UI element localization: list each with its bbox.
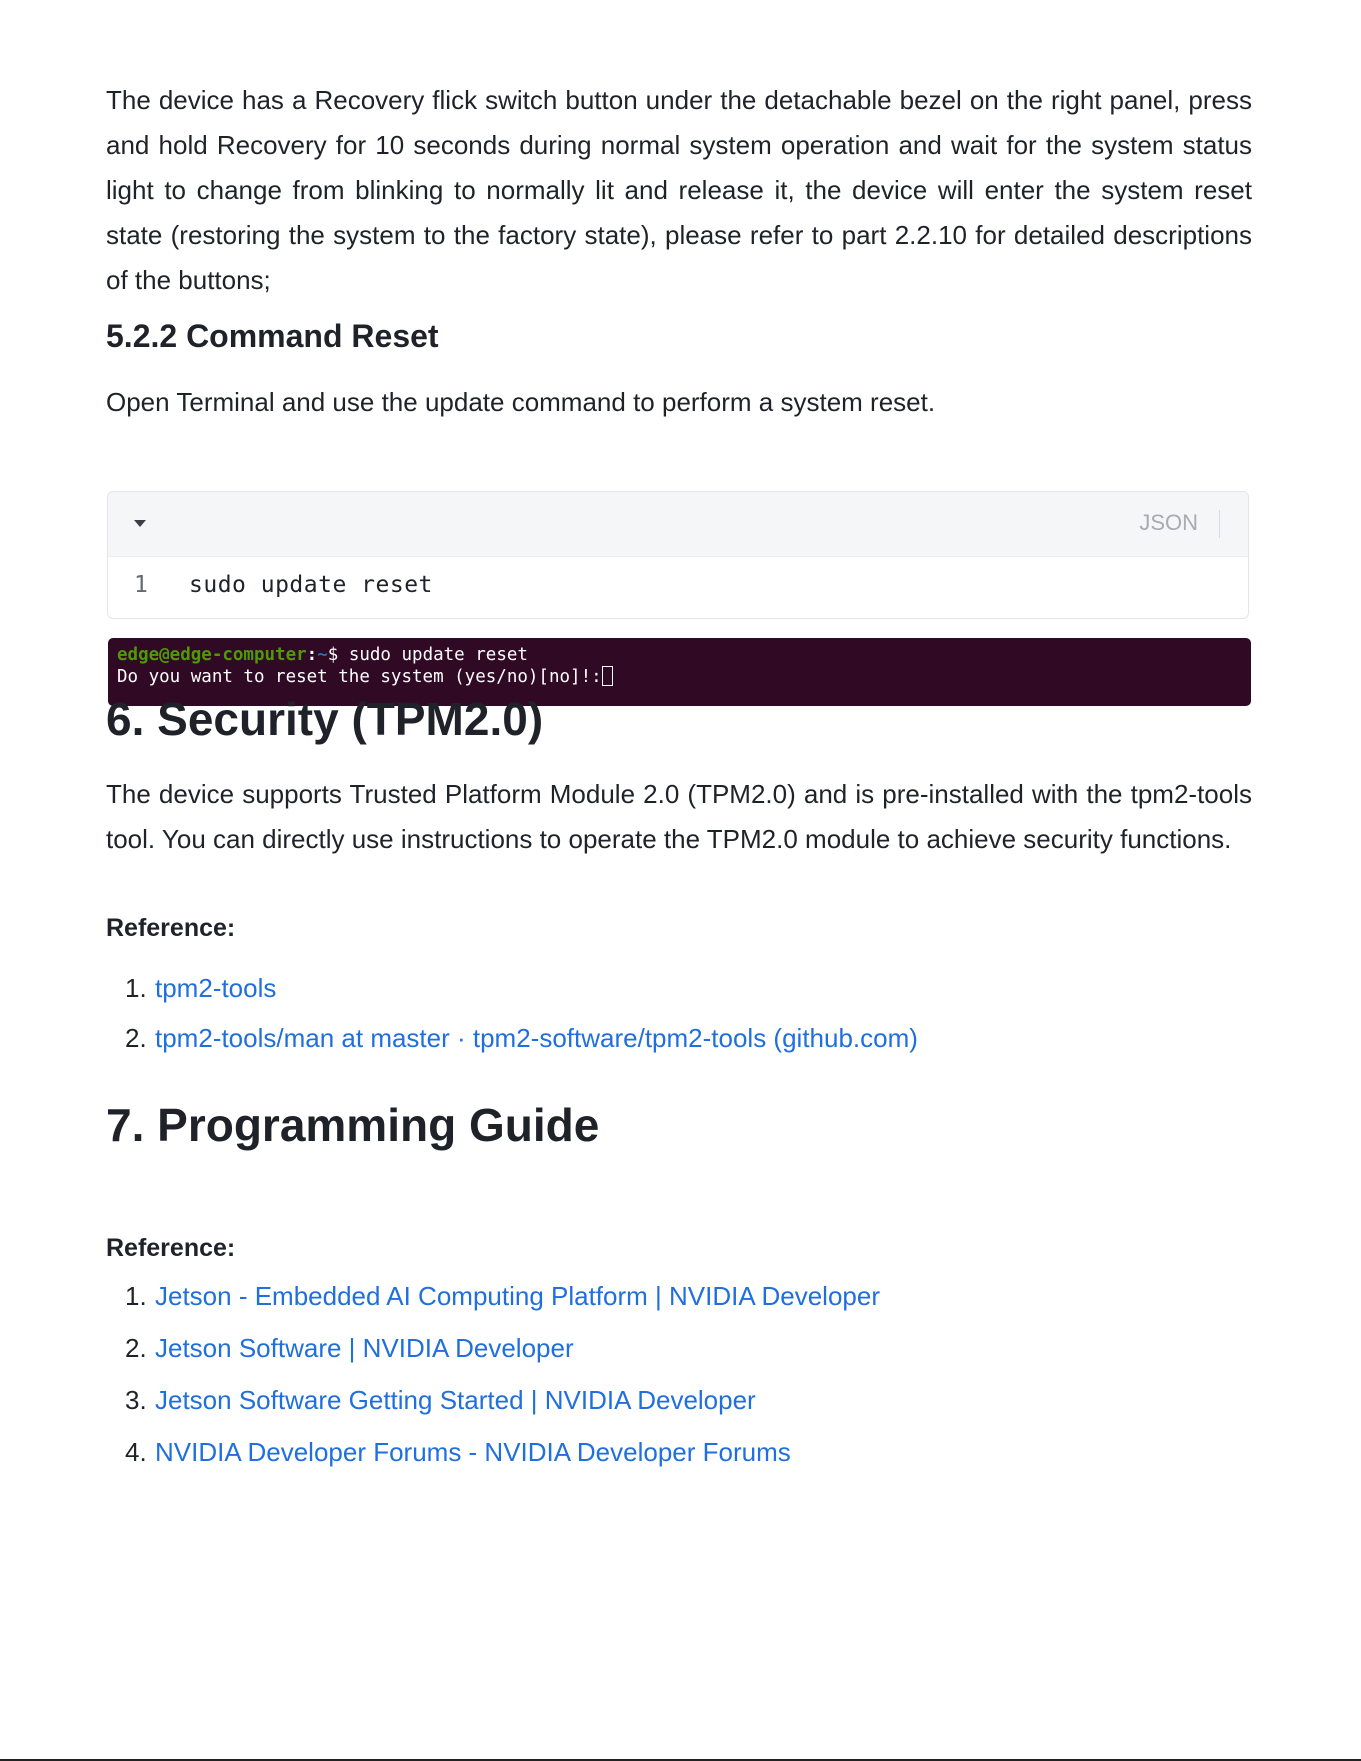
list-number: 1. <box>125 1281 147 1311</box>
list-number: 1. <box>125 973 147 1003</box>
link-tpm2-tools[interactable]: tpm2-tools <box>155 973 277 1003</box>
section-heading-5-2-2: 5.2.2 Command Reset <box>106 318 439 354</box>
section-heading-6: 6. Security (TPM2.0) <box>106 693 544 745</box>
link-jetson-getting-started[interactable]: Jetson Software Getting Started | NVIDIA Developer <box>155 1385 756 1415</box>
list-number: 2. <box>125 1023 147 1053</box>
list-item <box>106 1333 880 1385</box>
link-nvidia-forums[interactable]: NVIDIA Developer Forums - NVIDIA Developer Forums <box>155 1437 791 1467</box>
code-text[interactable]: sudo update reset <box>189 572 433 598</box>
list-number: 2. <box>125 1333 147 1363</box>
intro-paragraph: The device has a Recovery flick switch button under the detachable bezel on the right panel, press and hold Recovery for 10 seconds during normal system operation and wait for the system status light to change from blinking to normally lit and release it, the device will enter the system reset state (restoring the system to the factory state), please refer to part 2.2.10 for detailed descriptions of the buttons; <box>106 85 1252 295</box>
list-item <box>106 1023 918 1073</box>
list-item <box>106 973 918 1023</box>
command-reset-text: Open Terminal and use the update command to perform a system reset. <box>106 387 936 417</box>
terminal-user-host: edge@edge-computer <box>117 645 307 665</box>
list-item <box>106 1437 880 1489</box>
terminal-prompt-line: Do you want to reset the system (yes/no)[no]!: <box>117 667 602 687</box>
link-jetson-software[interactable]: Jetson Software | NVIDIA Developer <box>155 1333 574 1363</box>
terminal-path: ~ <box>317 645 328 665</box>
list-number: 4. <box>125 1437 147 1467</box>
header-divider <box>1219 510 1220 538</box>
link-jetson-platform[interactable]: Jetson - Embedded AI Computing Platform | NVIDIA Developer <box>155 1281 880 1311</box>
link-tpm2-tools-man[interactable]: tpm2-tools/man at master · tpm2-software/tpm2-tools (github.com) <box>155 1023 918 1053</box>
reference-label-programming: Reference: <box>106 1234 236 1262</box>
code-language-label[interactable]: JSON <box>1139 510 1198 535</box>
code-line <box>108 557 1248 619</box>
security-reference-list <box>106 973 918 1073</box>
programming-reference-list <box>106 1281 880 1489</box>
terminal-cursor-icon <box>602 666 613 686</box>
list-number: 3. <box>125 1385 147 1415</box>
reference-label-security: Reference: <box>106 914 236 942</box>
security-paragraph: The device supports Trusted Platform Module 2.0 (TPM2.0) and is pre-installed with the tpm2-tools tool. You can directly use instructions to operate the TPM2.0 module to achieve security functions. <box>106 779 1252 854</box>
code-block <box>107 491 1249 619</box>
terminal-screenshot: edge@edge-computer:~$ sudo update reset Do you want to reset the system (yes/no)[no]!: <box>108 638 1251 706</box>
terminal-command: $ sudo update reset <box>327 645 528 665</box>
code-block-header <box>108 492 1248 557</box>
section-heading-7: 7. Programming Guide <box>106 1099 600 1151</box>
list-item <box>106 1281 880 1333</box>
collapse-caret-icon[interactable] <box>134 520 146 527</box>
line-number: 1 <box>134 572 148 598</box>
list-item <box>106 1385 880 1437</box>
